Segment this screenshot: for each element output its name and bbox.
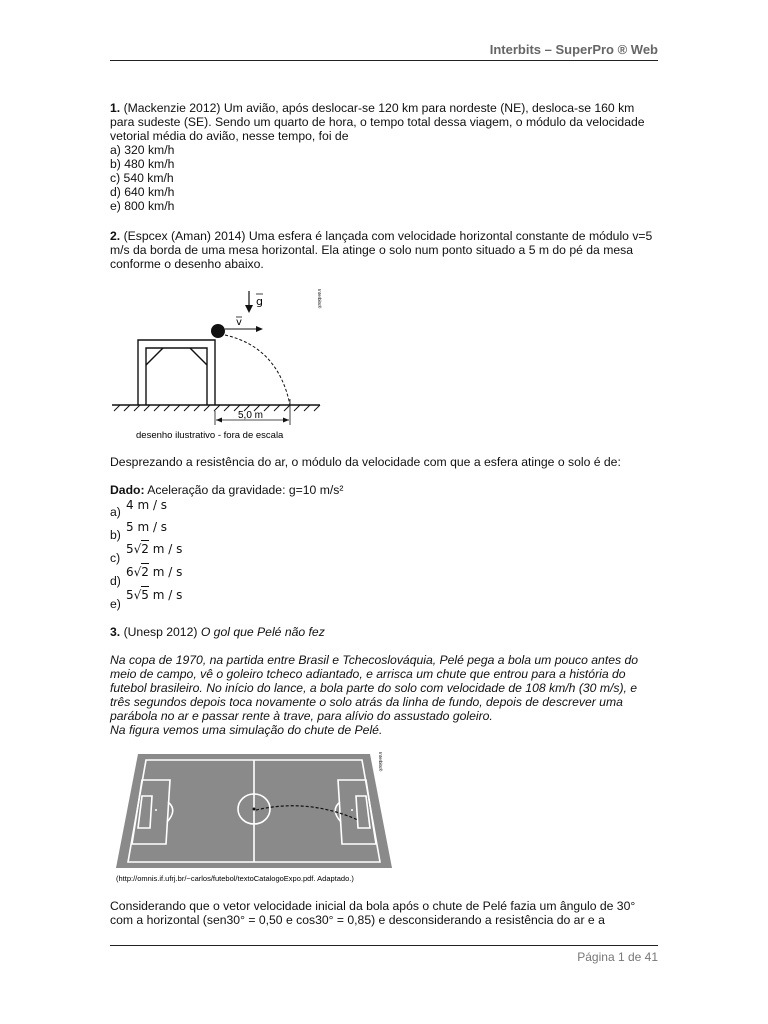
question-text: (Espcex (Aman) 2014) Uma esfera é lançada com velocidade horizontal constante de módulo v=5 m/s da borda de uma mesa horizontal. Ela atinge o solo num ponto situado a 5 m do pé da mesa conforme o desenho abaixo.: [110, 229, 653, 271]
option-b: b) 480 km/h: [110, 157, 175, 171]
dado-text: Aceleração da gravidade: g=10 m/s²: [147, 483, 344, 497]
q2-option-b-letter: b): [110, 528, 121, 542]
footer-rule: [110, 945, 658, 946]
soccer-field-figure: [108, 750, 398, 886]
question-1: [110, 101, 658, 213]
question-3-tail: [110, 899, 658, 927]
question-prompt: Desprezando a resistência do ar, o módulo da velocidade com que a esfera atinge o solo é de:: [110, 455, 621, 469]
option-d: d) 640 km/h: [110, 185, 175, 199]
question-3: [110, 625, 658, 737]
option-e: e) 800 km/h: [110, 199, 175, 213]
trajectory: [225, 335, 290, 405]
question-paragraph: Na copa de 1970, na partida entre Brasil e Tchecoslováquia, Pelé pega a bola um pouco antes do meio de campo, vê o goleiro tcheco adiantado, e arrisca um chute que entrou para a história do futebol brasileiro. No início do lance, a bola parte do solo com velocidade de 108 km/h (30 m/s), e três segundos depois toca novamente o solo atrás da linha de fundo, depois de descrever uma parábola no ar e passar rente à trave, para alívio do assustado goleiro.: [110, 653, 639, 723]
header-title: Interbits – SuperPro ® Web: [489, 42, 658, 57]
q2-option-a-letter: a): [110, 505, 121, 519]
q2-option-c-letter: c): [110, 551, 121, 565]
figure-tag: Interbits®: [317, 289, 322, 309]
q2-option-d-value: 6√2 m / s: [126, 565, 183, 579]
question-source: (Unesp 2012): [123, 625, 198, 639]
question-title: O gol que Pelé não fez: [200, 625, 325, 639]
table-projectile-figure: [108, 285, 338, 445]
header-rule: [110, 60, 658, 61]
question-number: 2.: [110, 229, 121, 243]
velocity-label: v: [236, 317, 242, 328]
table-drawing: [138, 340, 215, 405]
q2-option-c-value: 5√2 m / s: [126, 542, 183, 556]
q2-option-b-value: 5 m / s: [126, 520, 168, 534]
question-2-prompt: [110, 455, 658, 497]
q2-option-d-letter: d): [110, 574, 121, 588]
question-number: 3.: [110, 625, 121, 639]
gravity-label: g: [256, 295, 263, 308]
figure-intro: Na figura vemos uma simulação do chute de Pelé.: [110, 723, 383, 737]
question-2: [110, 229, 658, 271]
distance-label: 5,0 m: [238, 410, 264, 421]
ball: [211, 324, 225, 338]
q2-option-e-value: 5√5 m / s: [126, 588, 183, 602]
figure-caption: desenho ilustrativo - fora de escala: [136, 430, 284, 441]
q2-option-a-value: 4 m / s: [126, 498, 168, 512]
question-number: 1.: [110, 101, 121, 115]
page-number: Página 1 de 41: [577, 950, 658, 964]
option-a: a) 320 km/h: [110, 143, 175, 157]
dado-label: Dado:: [110, 483, 145, 497]
figure-tag: Interbits®: [378, 752, 383, 772]
tail-text: Considerando que o vetor velocidade inicial da bola após o chute de Pelé fazia um ângulo de 30° com a horizontal (sen30° = 0,50 e cos30° = 0,85) e desconsiderando a resistência do ar e a: [110, 899, 636, 927]
figure-caption: (http://omnis.if.ufrj.br/~carlos/futebol/textoCatalogoExpo.pdf. Adaptado.): [116, 874, 354, 883]
ground-hatching: [114, 405, 320, 411]
question-text: (Mackenzie 2012) Um avião, após deslocar-se 120 km para nordeste (NE), desloca-se 160 km para sudeste (SE). Sendo um quarto de hora, o tempo total dessa viagem, o módulo da velocidade vetorial média do avião, nesse tempo, foi de: [110, 101, 645, 143]
q2-option-e-letter: e): [110, 597, 121, 611]
option-c: c) 540 km/h: [110, 171, 174, 185]
